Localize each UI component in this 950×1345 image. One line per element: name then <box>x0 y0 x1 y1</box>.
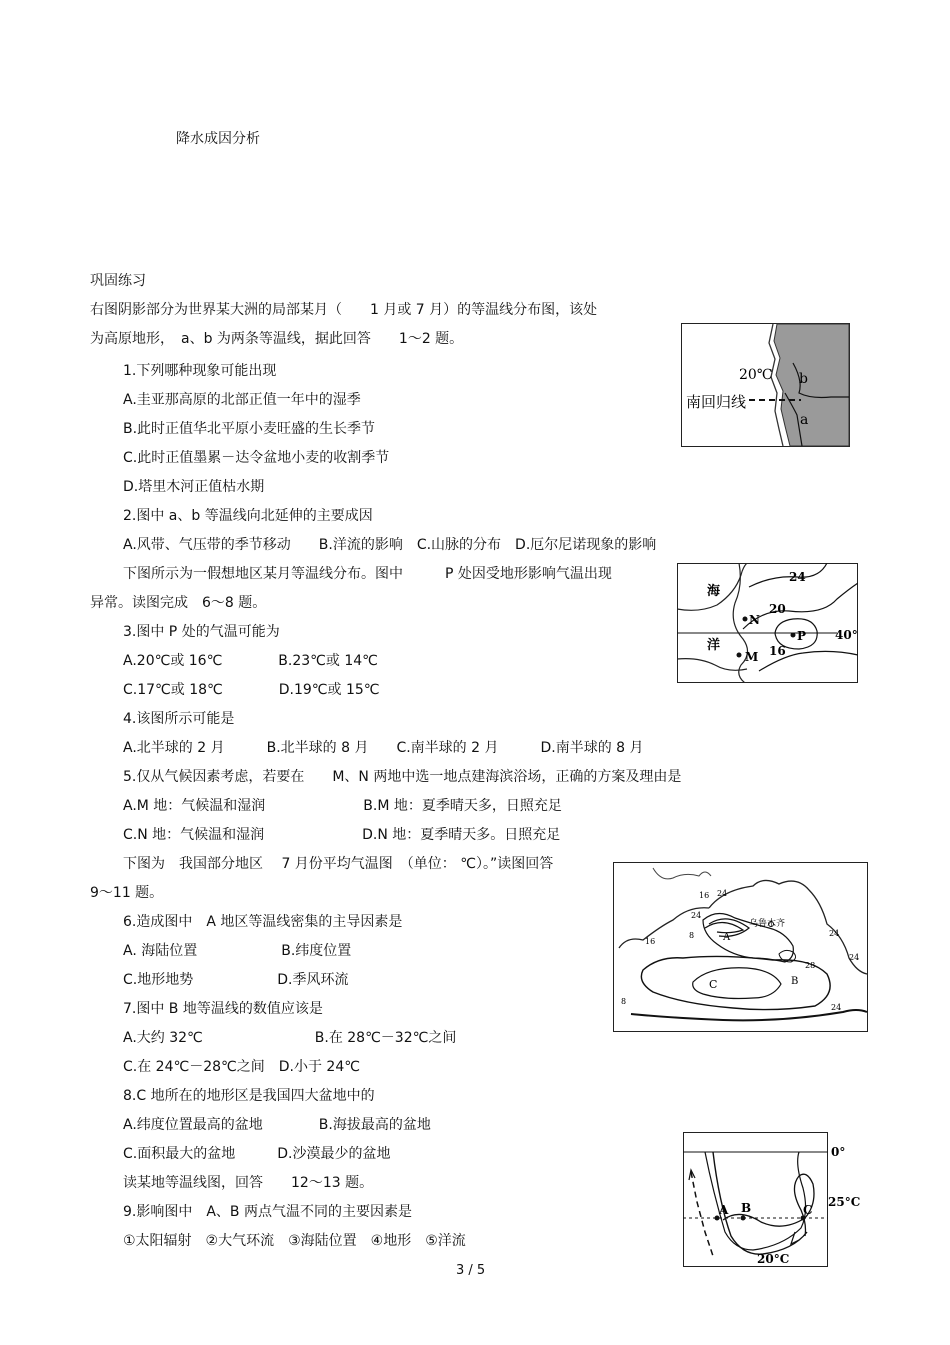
figure-3-iso-24-b: 24 <box>717 889 728 898</box>
figure-3-iso-16-b: 16 <box>645 937 656 946</box>
q7-options-ab: A.大约 32℃ B.在 28℃－32℃之间 <box>123 1030 457 1046</box>
practice-heading: 巩固练习 <box>90 273 146 289</box>
figure-2-point-m <box>737 653 742 658</box>
intro-1-line-2: 为高原地形， a、b 为两条等温线，据此回答 1～2 题。 <box>90 331 464 347</box>
figure-2-sea-1: 海 <box>707 584 721 599</box>
figure-2-label-n: N <box>749 613 760 627</box>
intro-3-line-2: 9～11 题。 <box>90 885 164 901</box>
section-title: 降水成因分析 <box>176 131 260 147</box>
q4-options: A.北半球的 2 月 B.北半球的 8 月 C.南半球的 2 月 D.南半球的 8 月 <box>123 740 644 756</box>
intro-2-line-2: 异常。读图完成 6～8 题。 <box>90 595 267 611</box>
figure-2-iso-20: 20 <box>769 602 786 616</box>
figure-2-point-n <box>743 617 748 622</box>
figure-3-iso-24-e: 24 <box>831 1003 842 1012</box>
figure-3-iso-24-d: 24 <box>849 953 860 962</box>
q8-stem: 8.C 地所在的地形区是我国四大盆地中的 <box>123 1088 375 1104</box>
q6-stem: 6.造成图中 A 地区等温线密集的主导因素是 <box>123 914 403 930</box>
figure-2-label-p: P <box>797 629 807 643</box>
figure-4-label-a: A <box>719 1203 729 1217</box>
intro-2-line-1: 下图所示为一假想地区某月等温线分布。图中 P 处因受地形影响气温出现 <box>123 566 612 582</box>
figure-4-label-c: C <box>803 1203 813 1217</box>
q6-options-ab: A. 海陆位置 B.纬度位置 <box>123 943 352 959</box>
figure-4-label-0: 0° <box>831 1145 846 1159</box>
figure-2-frame <box>678 564 858 683</box>
q8-options-ab: A.纬度位置最高的盆地 B.海拔最高的盆地 <box>123 1117 431 1133</box>
q1-option-b: B.此时正值华北平原小麦旺盛的生长季节 <box>123 421 376 437</box>
figure-2-iso-24: 24 <box>789 570 806 584</box>
q1-option-a: A.圭亚那高原的北部正值一年中的湿季 <box>123 392 361 408</box>
figure-1-shaded-land <box>774 324 849 446</box>
figure-4-point-b <box>741 1216 746 1221</box>
figure-1-temp-label: 20℃ <box>739 367 773 383</box>
q7-stem: 7.图中 B 地等温线的数值应该是 <box>123 1001 323 1017</box>
figure-3-china-july-temperature-map <box>613 862 868 1032</box>
q9-options: ①太阳辐射 ②大气环流 ③海陆位置 ④地形 ⑤洋流 <box>123 1233 466 1249</box>
page-number: 3 / 5 <box>456 1263 486 1278</box>
figure-4-label-b: B <box>741 1201 752 1215</box>
q5-options-cd: C.N 地：气候温和湿润 D.N 地：夏季晴天多。日照充足 <box>123 827 561 843</box>
q4-stem: 4.该图所示可能是 <box>123 711 235 727</box>
figure-3-iso-16-a: 16 <box>699 891 710 900</box>
figure-1-line-label: 南回归线 <box>686 393 747 411</box>
intro-4: 读某地等温线图，回答 12～13 题。 <box>123 1175 374 1191</box>
q7-options-cd: C.在 24℃－28℃之间 D.小于 24℃ <box>123 1059 360 1075</box>
figure-3-iso-8-a: 8 <box>689 931 695 940</box>
q9-stem: 9.影响图中 A、B 两点气温不同的主要因素是 <box>123 1204 412 1220</box>
q3-options-cd: C.17℃或 18℃ D.19℃或 15℃ <box>123 682 380 698</box>
figure-4-label-25: 25°C <box>828 1195 861 1209</box>
q3-stem: 3.图中 P 处的气温可能为 <box>123 624 280 640</box>
intro-1-line-1: 右图阴影部分为世界某大洲的局部某月（ 1 月或 7 月）的等温线分布图，该处 <box>90 302 598 318</box>
q5-stem: 5.仅从气候因素考虑，若要在 M、N 两地中选一地点建海滨浴场，正确的方案及理由是 <box>123 769 682 785</box>
figure-3-label-a: A <box>723 932 731 943</box>
figure-2-isotherm-map <box>677 563 858 683</box>
figure-3-iso-24-c: 24 <box>829 929 840 938</box>
figure-3-label-b: B <box>791 976 799 987</box>
figure-2-sea-2: 洋 <box>707 638 721 653</box>
figure-1-isotherm-map <box>681 323 850 447</box>
figure-4-label-20: 20°C <box>757 1252 790 1266</box>
q8-options-cd: C.面积最大的盆地 D.沙漠最少的盆地 <box>123 1146 391 1162</box>
q6-options-cd: C.地形地势 D.季风环流 <box>123 972 349 988</box>
figure-1-label-b: b <box>799 371 808 387</box>
figure-3-iso-24-a: 24 <box>691 911 702 920</box>
figure-3-iso-28: 28 <box>805 961 816 970</box>
q5-options-ab: A.M 地：气候温和湿润 B.M 地：夏季晴天多，日照充足 <box>123 798 562 814</box>
figure-2-label-m: M <box>745 650 759 664</box>
figure-1-label-a: a <box>800 412 809 428</box>
figure-4-isotherm-map <box>683 1132 865 1267</box>
q1-option-d: D.塔里木河正值枯水期 <box>123 479 265 495</box>
figure-3-urumqi-label: 乌鲁木齐 <box>749 919 786 929</box>
q2-options: A.风带、气压带的季节移动 B.洋流的影响 C.山脉的分布 D.厄尔尼诺现象的影响 <box>123 537 657 553</box>
figure-3-label-c: C <box>709 978 718 991</box>
intro-3-line-1: 下图为 我国部分地区 7 月份平均气温图 （单位： ℃）。”读图回答 <box>123 856 554 872</box>
figure-3-iso-8-b: 8 <box>621 997 627 1006</box>
figure-2-iso-16: 16 <box>769 644 786 658</box>
q1-stem: 1.下列哪种现象可能出现 <box>123 363 277 379</box>
q2-stem: 2.图中 a、b 等温线向北延伸的主要成因 <box>123 508 373 524</box>
figure-2-lat-40: 40° <box>835 628 858 642</box>
q3-options-ab: A.20℃或 16℃ B.23℃或 14℃ <box>123 653 378 669</box>
figure-2-point-p <box>791 633 796 638</box>
q1-option-c: C.此时正值墨累－达令盆地小麦的收割季节 <box>123 450 390 466</box>
